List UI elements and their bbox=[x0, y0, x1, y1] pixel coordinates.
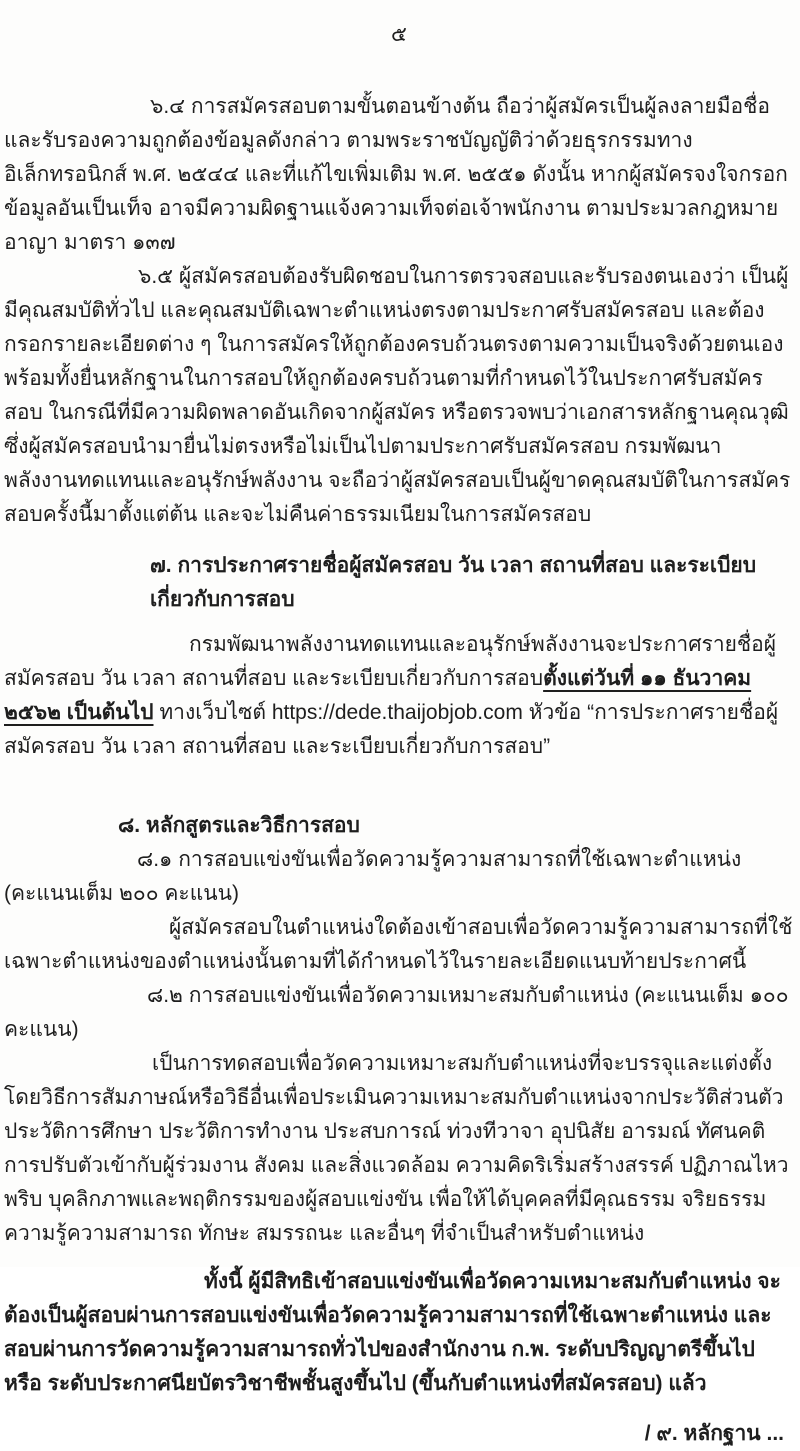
continuation-footer: / ๙. หลักฐาน ... bbox=[644, 1422, 784, 1445]
website-url: https://dede.thaijobjob.com bbox=[271, 701, 523, 724]
section-7-heading: ๗. การประกาศรายชื่อผู้สมัครสอบ วัน เวลา สถานที่สอบ และระเบียบเกี่ยวกับการสอบ bbox=[150, 554, 757, 611]
clause-6-5: ๖.๕ ผู้สมัครสอบต้องรับผิดชอบในการตรวจสอบและรับรองตนเองว่า เป็นผู้มีคุณสมบัติทั่วไป และคุณสมบัติเฉพาะตำแหน่งตรงตามประกาศรับสมัครสอบ และต้องกรอกรายละเอียดต่าง ๆ ในการสมัครให้ถูกต้องครบถ้วนตรงตามความเป็นจริงด้วยตนเอง พร้อมทั้งยื่นหลักฐานในการสอบให้ถูกต้องครบถ้วนตามที่กำหนดไว้ในประกาศรับสมัครสอบ ในกรณีที่มีความผิดพลาดอันเกิดจากผู้สมัคร หรือตรวจพบว่าเอกสารหลักฐานคุณวุฒิซึ่งผู้สมัครสอบนำมายื่นไม่ตรงหรือไม่เป็นไปตามประกาศรับสมัครสอบ กรมพัฒนาพลังงานทดแทนและอนุรักษ์พลังงาน จะถือว่าผู้สมัครสอบเป็นผู้ขาดคุณสมบัติในการสมัครสอบครั้งนี้มาตั้งแต่ต้น และจะไม่คืนค่าธรรมเนียมในการสมัครสอบ bbox=[4, 265, 791, 526]
clause-8-2-body: เป็นการทดสอบเพื่อวัดความเหมาะสมกับตำแหน่งที่จะบรรจุและแต่งตั้ง โดยวิธีการสัมภาษณ์หรือวิธีอื่นเพื่อประเมินความเหมาะสมกับตำแหน่งจากประวัติส่วนตัว ประวัติการศึกษา ประวัติการทำงาน ประสบการณ์ ท่วงทีวาจา อุปนิสัย อารมณ์ ทัศนคติ การปรับตัวเข้ากับผู้ร่วมงาน สังคม และสิ่งแวดล้อม ความคิดริเริ่มสร้างสรรค์ ปฏิภาณไหวพริบ บุคลิกภาพและพฤติกรรมของผู้สอบแข่งขัน เพื่อให้ได้บุคคลที่มีคุณธรรม จริยธรรม ความรู้ความสามารถ ทักษะ สมรรถนะ และอื่นๆ ที่จำเป็นสำหรับตำแหน่ง bbox=[4, 1052, 789, 1245]
section-7-body-website: ทางเว็บไซต์ bbox=[153, 701, 272, 724]
qualification-note: ทั้งนี้ ผู้มีสิทธิเข้าสอบแข่งขันเพื่อวัดความเหมาะสมกับตำแหน่ง จะต้องเป็นผู้สอบผ่านการสอบแข่งขันเพื่อวัดความรู้ความสามารถที่ใช้เฉพาะตำแหน่ง และสอบผ่านการวัดความรู้ความสามารถทั่วไปของสำนักงาน ก.พ. ระดับปริญญาตรีขึ้นไป หรือ ระดับประกาศนียบัตรวิชาชีพชั้นสูงขึ้นไป (ขึ้นกับตำแหน่งที่สมัครสอบ) แล้ว bbox=[4, 1270, 781, 1395]
announcement-date: ตั้งแต่วันที่ ๑๑ ธันวาคม ๒๕๖๒ เป็นต้นไป bbox=[4, 667, 752, 724]
section-8-heading: ๘. หลักสูตรและวิธีการสอบ bbox=[118, 814, 360, 837]
section-7-body bbox=[4, 628, 794, 764]
section-7-body-start: กรมพัฒนาพลังงานทดแทนและอนุรักษ์พลังงานจะประกาศรายชื่อผู้สมัครสอบ วัน เวลา สถานที่สอบ และระเบียบเกี่ยวกับการสอบ bbox=[4, 633, 777, 690]
clause-8-1-title: ๘.๑ การสอบแข่งขันเพื่อวัดความรู้ความสามารถที่ใช้เฉพาะตำแหน่ง (คะแนนเต็ม ๒๐๐ คะแนน) bbox=[4, 848, 742, 905]
clause-8-2-title: ๘.๒ การสอบแข่งขันเพื่อวัดความเหมาะสมกับตำแหน่ง (คะแนนเต็ม ๑๐๐ คะแนน) bbox=[4, 984, 789, 1041]
page-number: ๕ bbox=[391, 23, 407, 46]
clause-6-4: ๖.๔ การสมัครสอบตามขั้นตอนข้างต้น ถือว่าผู้สมัครเป็นผู้ลงลายมือชื่อ และรับรองความถูกต้องข้อมูลดังกล่าว ตามพระราชบัญญัติว่าด้วยธุรกรรมทางอิเล็กทรอนิกส์ พ.ศ. ๒๕๔๔ และที่แก้ไขเพิ่มเติม พ.ศ. ๒๕๕๑ ดังนั้น หากผู้สมัครจงใจกรอกข้อมูลอันเป็นเท็จ อาจมีความผิดฐานแจ้งความเท็จต่อเจ้าพนักงาน ตามประมวลกฎหมายอาญา มาตรา ๑๓๗ bbox=[4, 95, 788, 254]
section-7-body-end: หัวข้อ “การประกาศรายชื่อผู้สมัครสอบ วัน เวลา สถานที่สอบ และระเบียบเกี่ยวกับการสอบ” bbox=[4, 701, 779, 758]
clause-8-1-body: ผู้สมัครสอบในตำแหน่งใดต้องเข้าสอบเพื่อวัดความรู้ความสามารถที่ใช้เฉพาะตำแหน่งของตำแหน่งนั้นตามที่ได้กำหนดไว้ในรายละเอียดแนบท้ายประกาศนี้ bbox=[4, 916, 793, 973]
